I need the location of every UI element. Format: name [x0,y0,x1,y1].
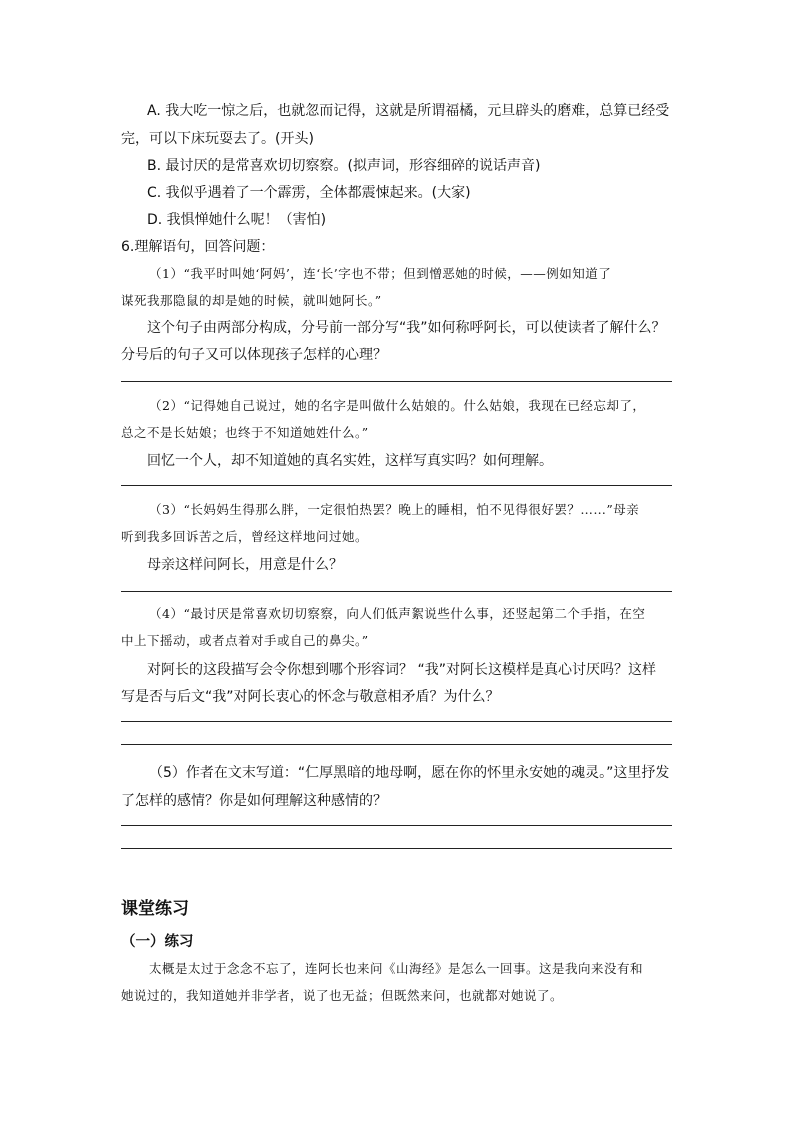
q6-4-question-line1: 对阿长的这段描写会令你想到哪个形容词？ “我”对阿长这模样是真心讨厌吗？这样 [147,662,656,678]
q6-2-quote-line2: 总之不是长姑娘；也终于不知道她姓什么。” [121,425,369,440]
q6-2-quote-line1: （2）“记得她自己说过，她的名字是叫做什么姑娘的。什么姑娘，我现在已经忘却了， [149,398,646,413]
answer-line[interactable] [121,848,672,849]
option-a-line2: 完，可以下床玩耍去了。(开头) [121,131,314,147]
answer-line[interactable] [121,825,672,826]
q6-3-question: 母亲这样问阿长，用意是什么？ [147,557,343,573]
answer-line[interactable] [121,381,672,382]
q6-4-quote-line1: （4）“最讨厌是常喜欢切切察察，向人们低声絮说些什么事，还竖起第二个手指，在空 [149,606,646,621]
q6-1-question-line1: 这个句子由两部分构成，分号前一部分写“我”如何称呼阿长，可以使读者了解什么？ [147,320,666,336]
q6-1-quote-line2: 谋死我那隐鼠的却是她的时候，就叫她阿长。” [121,293,382,308]
answer-line[interactable] [121,591,672,592]
q6-4-quote-line2: 中上下摇动，或者点着对手或自己的鼻尖。” [121,633,369,648]
practice-paragraph-line1: 太概是太过于念念不忘了，连阿长也来问《山海经》是怎么一回事。这是我向来没有和 [149,961,644,976]
q6-3-quote-line1: （3）“长妈妈生得那么胖，一定很怕热罢？晚上的睡相，怕不见得很好罢？……”母亲 [149,502,640,517]
q6-5-line1: （5）作者在文末写道：“仁厚黑暗的地母啊，愿在你的怀里永安她的魂灵。”这里抒发 [149,765,670,781]
q6-4-question-line2: 写是否与后文“我”对阿长衷心的怀念与敬意相矛盾？为什么？ [121,689,500,705]
q6-2-question: 回忆一个人，却不知道她的真名实姓，这样写真实吗？如何理解。 [147,453,553,469]
q6-1-question-line2: 分号后的句子又可以体现孩子怎样的心理？ [121,347,387,363]
q6-5-line2: 了怎样的感情？你是如何理解这种感情的？ [121,793,387,809]
section-heading: 课堂练习 [121,899,189,919]
q6-1-quote-line1: （1）“我平时叫她‘阿妈’，连‘长’字也不带；但到憎恶她的时候，——例如知道了 [149,266,612,281]
option-a-line1: A. 我大吃一惊之后，也就忽而记得，这就是所谓福橘，元旦辟头的磨难，总算已经受 [147,103,670,119]
answer-line[interactable] [121,721,672,722]
answer-line[interactable] [121,485,672,486]
section-subheading: （一）练习 [121,934,194,950]
option-b: B. 最讨厌的是常喜欢切切察察。(拟声词，形容细碎的说话声音) [147,158,541,174]
question-6-title: 6.理解语句，回答问题： [121,239,275,255]
q6-3-quote-line2: 听到我多回诉苦之后，曾经这样地问过她。 [121,529,369,544]
option-d: D. 我惧惮她什么呢！（害怕) [147,212,327,228]
practice-paragraph-line2: 她说过的，我知道她并非学者，说了也无益；但既然来问，也就都对她说了。 [121,988,564,1003]
option-c: C. 我似乎遇着了一个霹雳，全体都震悚起来。(大家) [147,185,471,201]
answer-line[interactable] [121,744,672,745]
